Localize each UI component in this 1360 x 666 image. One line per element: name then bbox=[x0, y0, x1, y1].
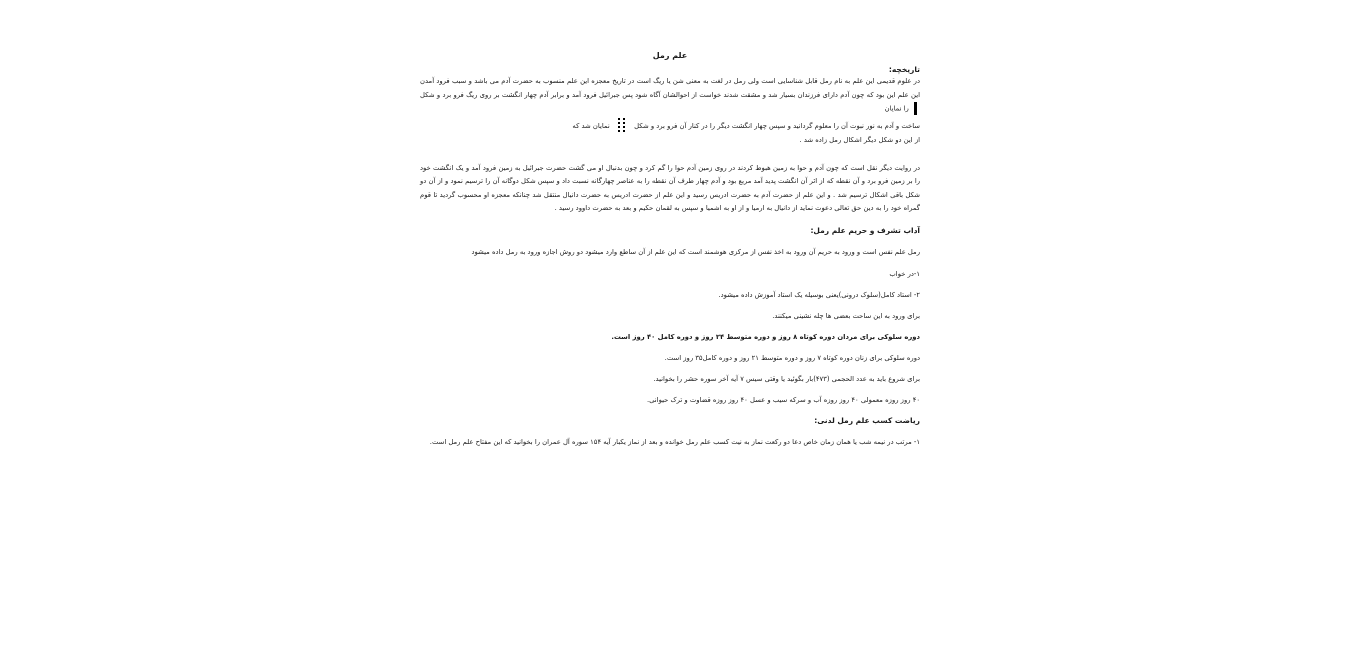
document-title: علم رمل bbox=[652, 51, 688, 60]
list-item: دوره سلوکی برای زنان دوره کوتاه ۷ روز و دوره متوسط ۲۱ روز و دوره کامل۳۵ روز است. bbox=[664, 354, 920, 362]
history-text-1: در علوم قدیمی این علم به نام رمل قابل شناسایی است ولی رمل در لغت به معنی شن یا ریگ است در تاریخ معجزه این علم منسوب به حضرت آدم می باشد و سبب فرود آمدن این علم این بود که چون آدم دارای فرزندان بسیار شد و مشقت شدند خواست از احوالشان آگاه شود پس جبرائیل فرود آمد و برابر آدم چهار انگشت بر روی ریگ فرو برد و شکل bbox=[420, 77, 920, 99]
list-item: ۴۰ روز روزه معمولی ۴۰ روز روزه آب و سرکه سیب و عسل ۴۰ روز روزه قضاوت و ترک حیوانی. bbox=[646, 396, 920, 404]
geomantic-figure-icon bbox=[914, 102, 917, 115]
practice-paragraph: ۱- مرتب در نیمه شب یا همان زمان خاص دعا دو رکعت نماز به نیت کسب علم رمل خوانده و بعد از نماز یکبار آیه ۱۵۴ سوره آل عمران را بخوانید که این مفتاح علم رمل است. bbox=[429, 438, 920, 446]
list-item: برای ورود به این ساحت بعضی ها چله نشینی میکنند. bbox=[772, 312, 920, 320]
list-item: ۱-در خواب bbox=[889, 270, 920, 278]
history-paragraph-2: در روایت دیگر نقل است که چون آدم و حوا به زمین هبوط کردند در روی زمین آدم حوا را گم کرد و چون بدنبال او می گشت حضرت جبرائیل به زمین فرود آمد و یک انگشت خود را بر زمین فرو برد و آن نقطه که از اثر آن انگشت پدید آمد مربع بود و آدم چهار طرف آن نقطه را به عناصر چهارگانه نسبت داد و سپس شکل دوگانه آن را ترسیم نمود و از آن دو شکل باقی اشکال ترسیم شد . و این علم از حضرت آدم به حضرت ادریس رسید و این علم از حضرت ادریس به حضرت دانیال منتقل شد چنانکه معجزه او محسوب گردید تا قوم گمراه خود را به دین حق تعالی دعوت نماید از دانیال به ارمیا و از او به اشمیا و سپس به لقمان حکیم و بعد به حضرت داوود رسید . bbox=[420, 163, 920, 212]
list-item: ۲- استاد کامل(سلوک درونی)یعنی بوسیله یک استاد آموزش داده میشود. bbox=[718, 291, 920, 299]
history-text-1-cont: ساخت و آدم به نور نبوت آن را معلوم گردانید و سپس چهار انگشت دیگر را در کنار آن فرو برد و شکل bbox=[634, 122, 920, 130]
document-page bbox=[420, 46, 920, 646]
rules-heading: آداب تشرف و حریم علم رمل: bbox=[810, 225, 920, 235]
history-paragraph-1-end: از این دو شکل دیگر اشکال رمل زاده شد . bbox=[799, 136, 920, 144]
list-item: برای شروع باید به عدد الحجمی (۴۷۳)بار بگوئید یا وقتی سیس ۷ آیه آخر سوره حشر را بخوانید. bbox=[653, 375, 920, 383]
history-paragraph-1-cont bbox=[420, 118, 920, 134]
rules-paragraph: رمل علم نفس است و ورود به حریم آن ورود به اخذ نفس از مرکزی هوشمند است که این علم از آن ساطع وارد میشود دو روش اجازه ورود به رمل داده میشود bbox=[471, 247, 920, 256]
history-text-1-tail: را نمایان bbox=[884, 104, 909, 113]
practice-heading: ریاضت کسب علم رمل لدنی: bbox=[814, 416, 920, 425]
history-text-1-cont-tail: نمایان شد که bbox=[572, 122, 610, 130]
history-heading: تاریخچه: bbox=[888, 65, 920, 74]
list-item: دوره سلوکی برای مردان دوره کوتاه ۸ روز و دوره متوسط ۲۴ روز و دوره کامل ۴۰ روز است. bbox=[611, 333, 920, 341]
geomantic-dots-icon bbox=[615, 118, 629, 134]
history-paragraph-1 bbox=[420, 75, 920, 116]
